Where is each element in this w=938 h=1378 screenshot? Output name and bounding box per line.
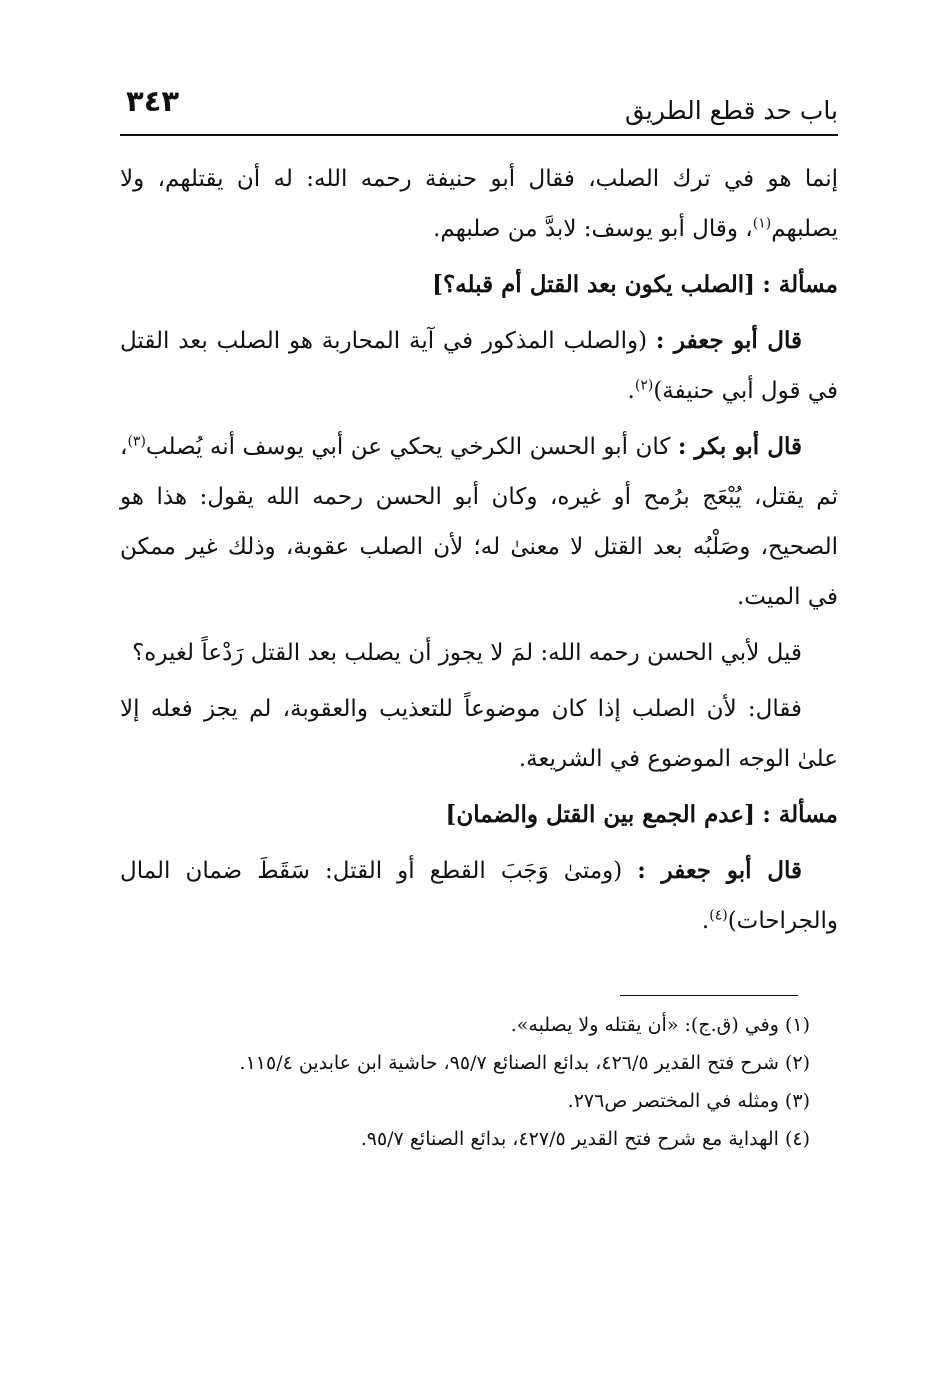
paragraph-3-text-b: ، ثم يقتل، يُبْعَج برُمح أو غيره، وكان أبو الحسن رحمه الله يقول: هذا هو الصحيح، وصَلْبُه بعد القتل لا معنىٰ له؛ لأن الصلب عقوبة، وذلك غير ممكن في الميت. bbox=[120, 434, 838, 610]
footnote-2: (٢) شرح فتح القدير ٤٢٦/٥، بدائع الصنائع ٩٥/٧، حاشية ابن عابدين ١١٥/٤. bbox=[239, 1052, 810, 1074]
speaker-label: قال أبو بكر : bbox=[677, 433, 802, 460]
note-ref-2: (٢) bbox=[634, 377, 654, 394]
paragraph-1-text-a: إنما هو في ترك الصلب، فقال أبو حنيفة رحمه الله: له أن يقتلهم، ولا يصلبهم bbox=[120, 166, 838, 242]
paragraph-2-end: . bbox=[627, 378, 635, 404]
main-text bbox=[120, 154, 838, 952]
page-number: ٣٤٣ bbox=[126, 84, 180, 118]
running-title: باب حد قطع الطريق bbox=[625, 96, 838, 125]
page-header bbox=[120, 82, 838, 136]
paragraph-3-text-a: كان أبو الحسن الكرخي يحكي عن أبي يوسف أنه يُصلب bbox=[145, 434, 671, 460]
speaker-label: قال أبو جعفر : bbox=[637, 857, 802, 884]
paragraph-6 bbox=[120, 846, 838, 946]
footnotes bbox=[120, 1006, 838, 1158]
speaker-label: قال أبو جعفر : bbox=[655, 327, 802, 354]
note-ref-4: (٤) bbox=[709, 907, 728, 924]
footnote-divider bbox=[620, 995, 798, 996]
issue-label: مسألة : bbox=[762, 271, 838, 298]
paragraph-5-text: فقال: لأن الصلب إذا كان موضوعاً للتعذيب والعقوبة، لم يجز فعله إلا علىٰ الوجه الموضوع في الشريعة. bbox=[120, 696, 838, 772]
paragraph-5 bbox=[120, 684, 838, 784]
issue-title: [الصلب يكون بعد القتل أم قبله؟] bbox=[432, 271, 755, 298]
note-ref-3: (٣) bbox=[127, 433, 146, 450]
note-ref-1: (١) bbox=[752, 215, 772, 232]
footnote-1: (١) وفي (ق.ج): «أن يقتله ولا يصلبه». bbox=[510, 1014, 810, 1036]
issue-title: [عدم الجمع بين القتل والضمان] bbox=[445, 801, 755, 828]
paragraph-6-text: (ومتىٰ وَجَبَ القطع أو القتل: سَقَطَ ضمان المال والجراحات) bbox=[120, 858, 838, 934]
paragraph-4-text: قيل لأبي الحسن رحمه الله: لمَ لا يجوز أن يصلب بعد القتل رَدْعاً لغيره؟ bbox=[132, 640, 802, 666]
paragraph-6-end: . bbox=[701, 908, 710, 934]
paragraph-1-text-b: ، وقال أبو يوسف: لابدَّ من صلبهم. bbox=[433, 216, 753, 242]
paragraph-2-text: (والصلب المذكور في آية المحاربة هو الصلب بعد القتل في قول أبي حنيفة) bbox=[120, 328, 838, 404]
footnote-3: (٣) ومثله في المختصر ص٢٧٦. bbox=[567, 1090, 810, 1112]
paragraph-3 bbox=[120, 422, 838, 622]
paragraph-2 bbox=[120, 316, 838, 416]
footnote-4: (٤) الهداية مع شرح فتح القدير ٤٢٧/٥، بدائع الصنائع ٩٥/٧. bbox=[360, 1128, 810, 1150]
paragraph-1 bbox=[120, 154, 838, 254]
paragraph-4 bbox=[120, 628, 838, 678]
issue-heading-2 bbox=[120, 790, 838, 840]
issue-label: مسألة : bbox=[762, 801, 838, 828]
issue-heading-1 bbox=[120, 260, 838, 310]
